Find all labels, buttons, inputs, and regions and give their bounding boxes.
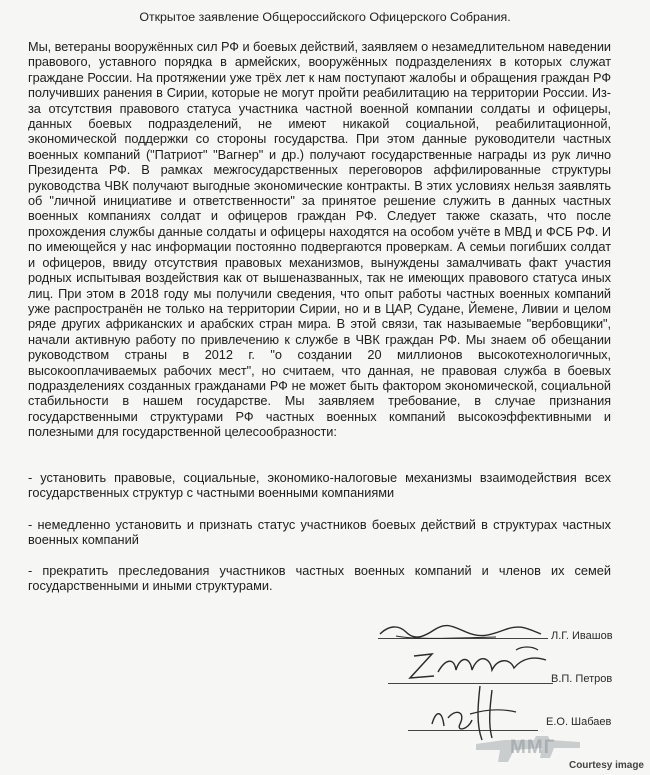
signatory-name-2: В.П. Петров: [551, 673, 613, 685]
demand-item-2: - немедленно установить и признать статус участников боевых действий в структурах частных военных компаний: [28, 517, 611, 548]
courtesy-credit: Courtesy image: [568, 760, 644, 771]
watermark-text: ММГ: [510, 737, 556, 758]
signatory-name-1: Л.Г. Ивашов: [551, 630, 613, 642]
statement-body: Мы, ветераны вооружённых сил РФ и боевых действий, заявляем о незамедлительном наведении правового, уставного порядка в армейских, вооружённых подразделениях в которых служат граждане России. На протяжении уже трёх лет к нам поступают жалобы и обращения граждан РФ получивших ранения в Сирии, которые не могут пройти реабилитацию на территории России. Из-за отсутствия правового статуса участника частной военной компании солдаты и офицеры, данных боевых подразделений, не имеют никакой социальной, реабилитационной, экономической поддержки со стороны государства. При этом данные руководители частных военных компаний ("Патриот" "Вагнер" и др.) получают государственные награды из рук лично Президента РФ. В рамках межгосударственных переговоров аффилированные структуры руководства ЧВК получают выгодные экономические контракты. В этих условиях нельзя заявлять об "личной инициативе и ответственности" за принятое решение служить в данных частных военных компаниях солдат и офицеров граждан РФ. Следует также сказать, что после прохождения службы данные солдаты и офицеры находятся на особом учёте в МВД и ФСБ РФ. И по имеющейся у нас информации постоянно подвергаются проверкам. А семьи погибших солдат и офицеров, ввиду отсутствия правовых механизмов, вынуждены замалчивать факт участия родных испытывая воздействия как от вышеназванных, так не имеющих правового статуса иных лиц. При этом в 2018 году мы получили сведения, что опыт работы частных военных компаний уже распространён не только на территории Сирии, но и в ЦАР, Судане, Йемене, Ливии и целом ряде других африканских и арабских стран мира. В этой связи, так называемые "вербовщики", начали активную работу по привлечению к службе в ЧВК граждан РФ. Мы знаем об обещании руководством страны в 2012 г. "о создании 20 миллионов высокотехнологичных, высокооплачиваемых рабочих мест", но считаем, что данная, не правовая служба в боевых подразделениях созданных гражданами РФ не может быть фактором экономической, социальной стабильности в нашем государстве. Мы заявляем требование, в случае признания государственными структурами РФ частных военных компаний высокоэффективными и полезными для государственной целесообразности:: [28, 39, 611, 440]
document-title: Открытое заявление Общероссийского Офицерского Собрания.: [139, 10, 511, 24]
signatory-name-3: Е.О. Шабаев: [546, 716, 612, 728]
demand-item-3: - прекратить преследования участников частных военных компаний и членов их семей государственными и иными структурами.: [28, 563, 611, 594]
demand-item-1: - установить правовые, социальные, экономико-налоговые механизмы взаимодействия всех государственных структур с частными военными компаниями: [28, 470, 611, 501]
